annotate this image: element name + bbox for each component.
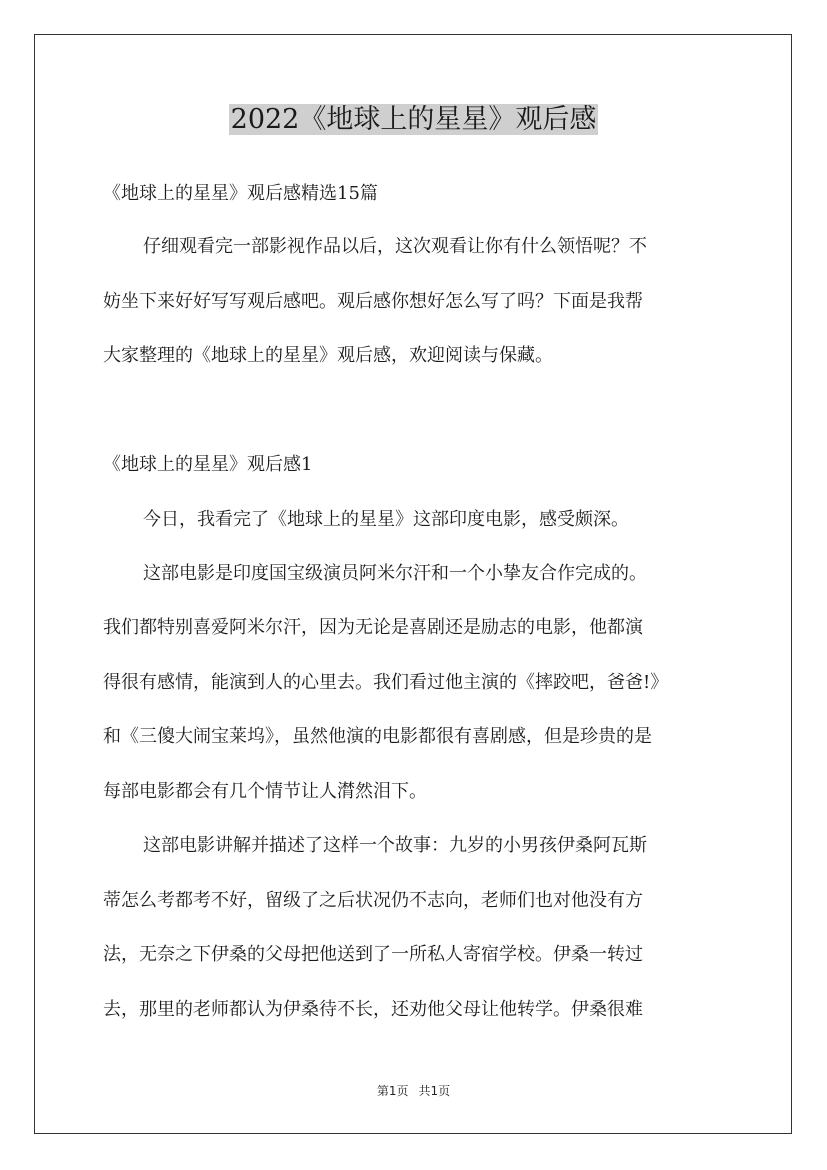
- body-line: 每部电影都会有几个情节让人潸然泪下。: [103, 781, 427, 802]
- body-line: 法，无奈之下伊桑的父母把他送到了一所私人寄宿学校。伊桑一转过: [103, 944, 643, 965]
- body-line: 我们都特别喜爱阿米尔汗，因为无论是喜剧还是励志的电影，他都演: [103, 617, 643, 638]
- body-line: 今日，我看完了《地球上的星星》这部印度电影，感受颇深。: [143, 509, 629, 530]
- section-heading: 《地球上的星星》观后感1: [103, 454, 313, 475]
- intro-line: 仔细观看完一部影视作品以后，这次观看让你有什么领悟呢？不: [143, 236, 647, 257]
- body-line: 蒂怎么考都考不好，留级了之后状况仍不志向，老师们也对他没有方: [103, 890, 643, 911]
- body-line: 得很有感情，能演到人的心里去。我们看过他主演的《摔跤吧，爸爸!》: [103, 672, 669, 693]
- intro-line: 妨坐下来好好写写观后感吧。观后感你想好怎么写了吗？下面是我帮: [103, 291, 643, 312]
- intro-line: 大家整理的《地球上的星星》观后感，欢迎阅读与保藏。: [103, 345, 553, 366]
- page-footer: [0, 1082, 827, 1099]
- page-number: 第1页: [376, 1084, 409, 1098]
- page-total: 共1页: [418, 1084, 451, 1098]
- body-line: 这部电影讲解并描述了这样一个故事：九岁的小男孩伊桑阿瓦斯: [143, 835, 647, 856]
- body-line: 去，那里的老师都认为伊桑待不长，还劝他父母让他转学。伊桑很难: [103, 999, 643, 1020]
- body-line: 这部电影是印度国宝级演员阿米尔汗和一个小挚友合作完成的。: [143, 563, 647, 584]
- document-title: 2022《地球上的星星》观后感: [230, 104, 597, 135]
- body-line: 和《三傻大闹宝莱坞》，虽然他演的电影都很有喜剧感，但是珍贵的是: [103, 726, 652, 747]
- subtitle: 《地球上的星星》观后感精选15篇: [103, 183, 378, 204]
